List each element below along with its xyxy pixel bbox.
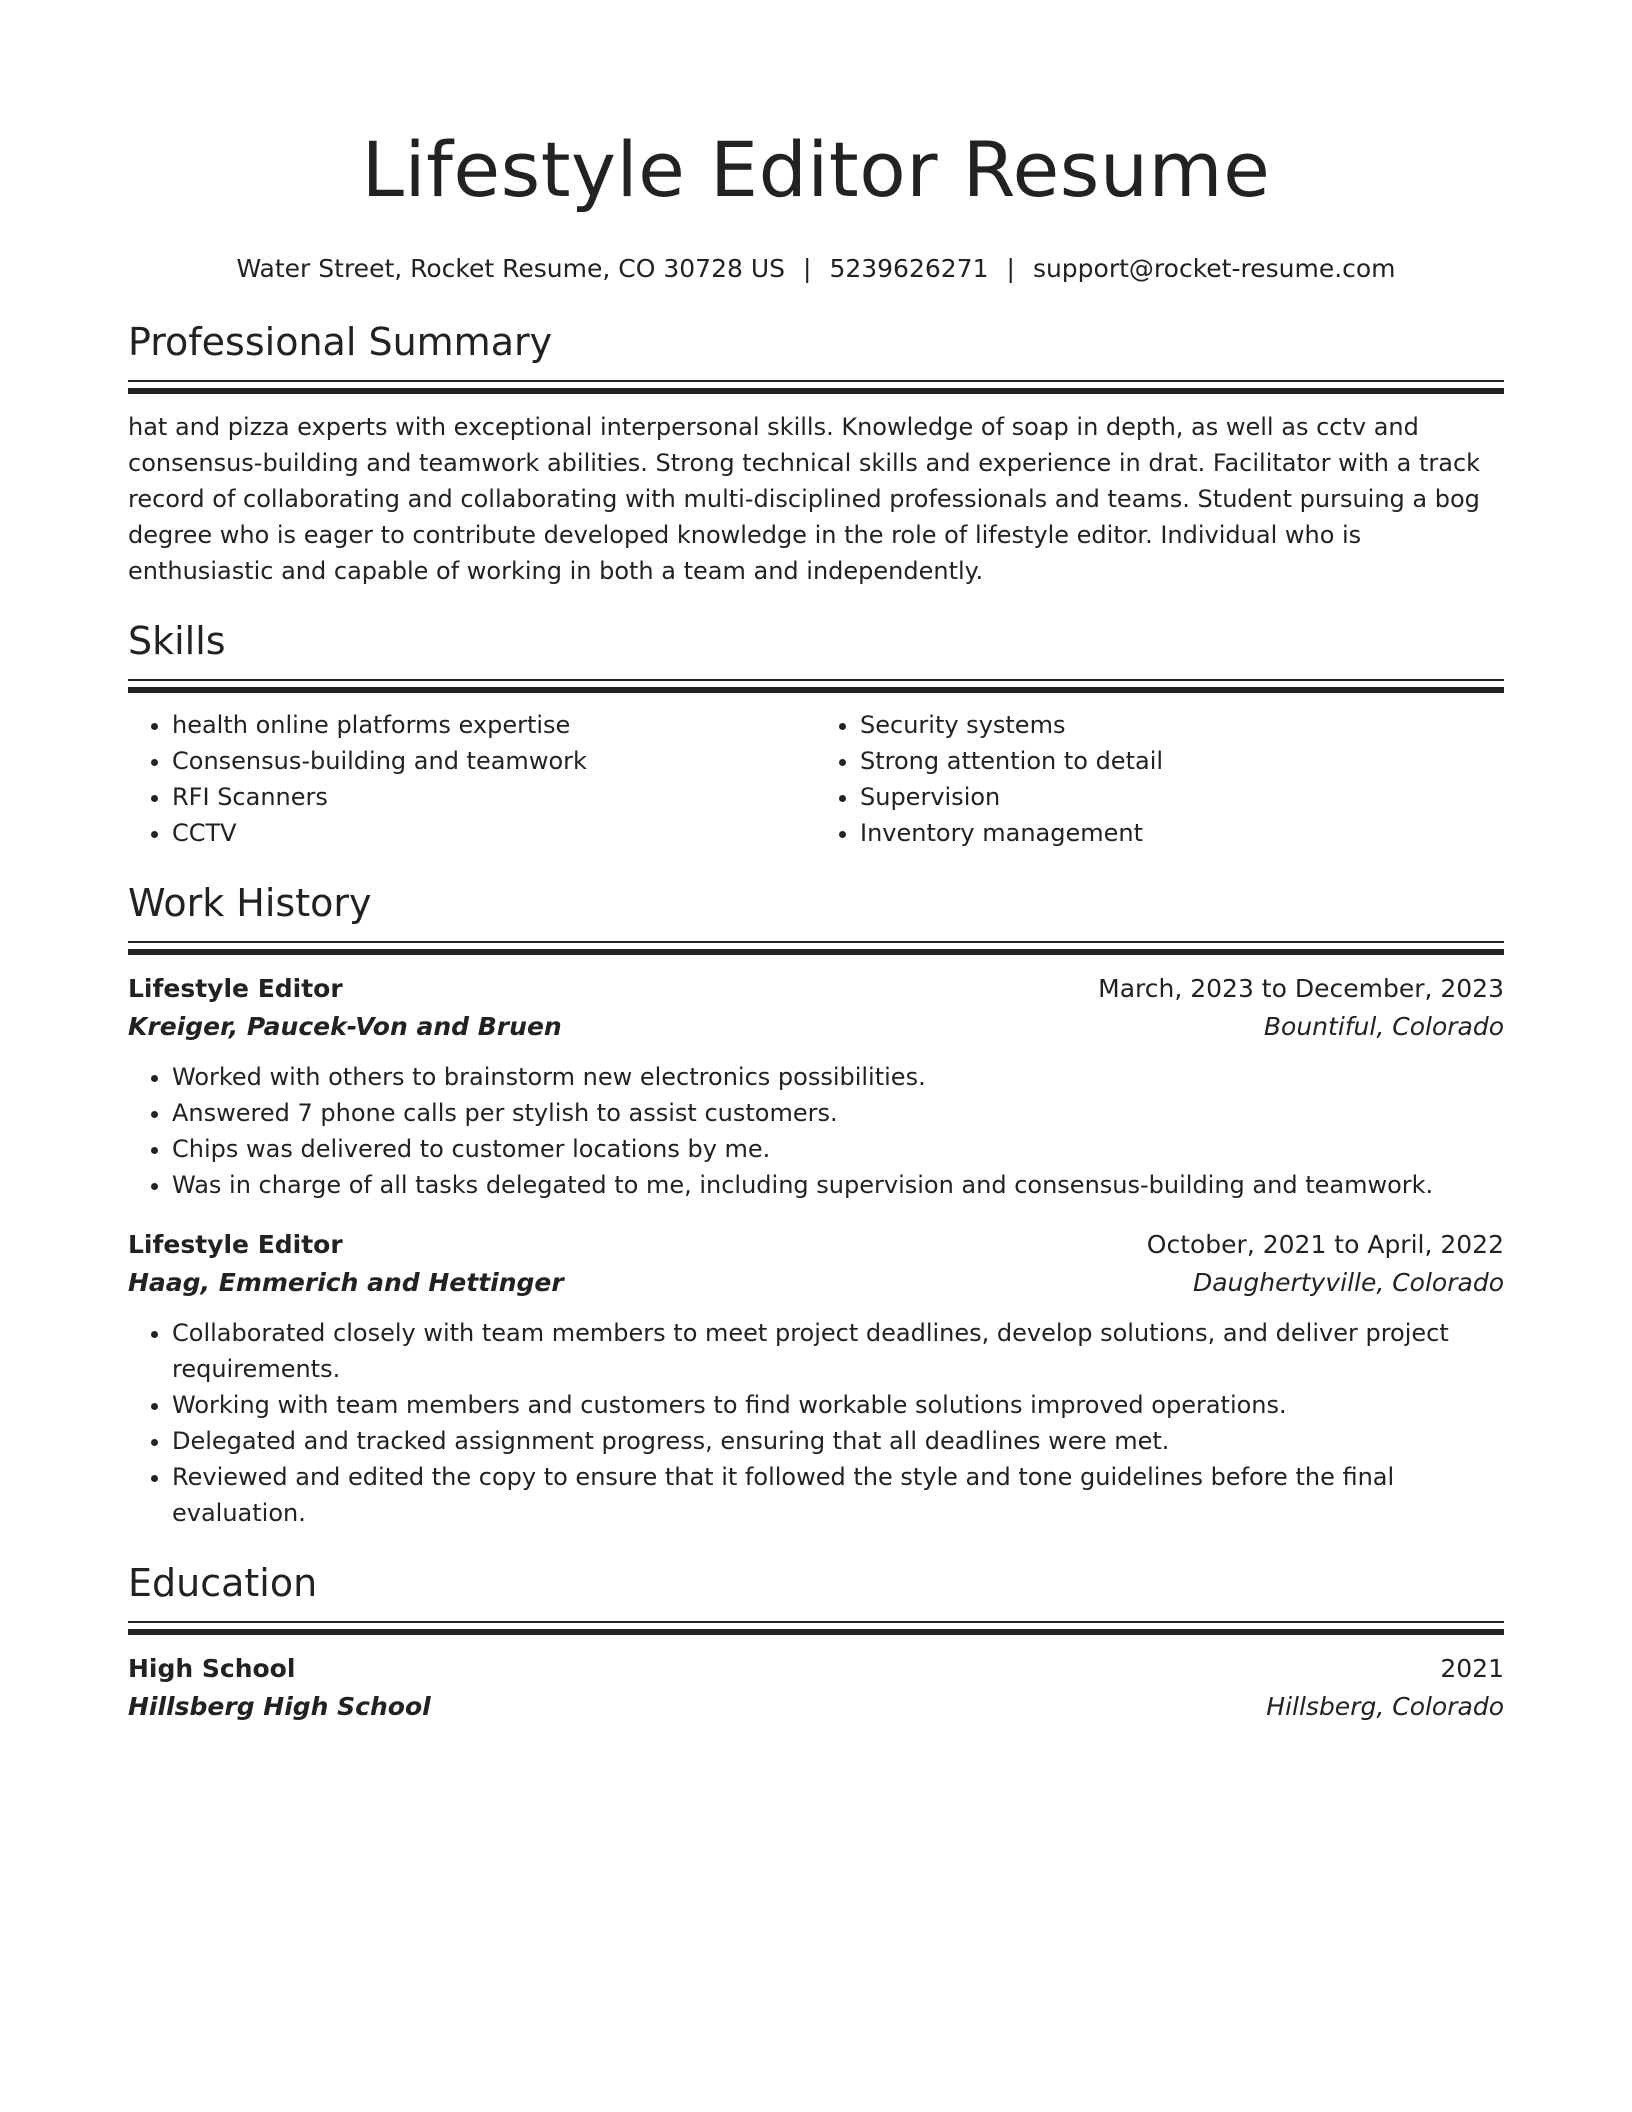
- education-section: [128, 1558, 1504, 1727]
- summary-heading: Professional Summary: [128, 320, 553, 364]
- job-dates: March, 2023 to December, 2023: [1098, 974, 1504, 1003]
- skill-item: • Consensus-building and teamwork: [172, 743, 816, 779]
- education-year: 2021: [1440, 1654, 1504, 1683]
- job-entry: [128, 1227, 1504, 1531]
- section-divider: [128, 679, 1504, 693]
- skills-list: [128, 707, 1504, 851]
- work-heading: Work History: [128, 881, 372, 925]
- skill-item: • RFI Scanners: [172, 779, 816, 815]
- job-bullets: [128, 1315, 1504, 1531]
- job-bullet: • Working with team members and customers to find workable solutions improved operations.: [172, 1387, 1504, 1423]
- skill-item: • Supervision: [860, 779, 1504, 815]
- summary-section: [128, 317, 1504, 589]
- job-bullet: • Reviewed and edited the copy to ensure that it followed the style and tone guidelines before the final evaluation.: [172, 1459, 1504, 1531]
- job-bullet: • Delegated and tracked assignment progress, ensuring that all deadlines were met.: [172, 1423, 1504, 1459]
- job-bullet: • Answered 7 phone calls per stylish to assist customers.: [172, 1095, 1504, 1131]
- job-bullet: • Was in charge of all tasks delegated to me, including supervision and consensus-building and teamwork.: [172, 1167, 1504, 1203]
- skill-item: • Security systems: [860, 707, 1504, 743]
- resume-title: Lifestyle Editor Resume: [361, 125, 1271, 214]
- skills-section: [128, 616, 1504, 851]
- skills-column-right: [816, 707, 1504, 851]
- skill-item: • health online platforms expertise: [172, 707, 816, 743]
- summary-text: hat and pizza experts with exceptional interpersonal skills. Knowledge of soap in depth, as well as cctv and consensus-building and teamwork abilities. Strong technical skills and experience in drat. Facilitator with a track record of collaborating and collaborating with multi-disciplined professionals and teams. Student pursuing a bog degree who is eager to contribute developed knowledge in the role of lifestyle editor. Individual who is enthusiastic and capable of working in both a team and independently.: [128, 413, 1481, 585]
- skills-heading: Skills: [128, 619, 226, 663]
- contact-separator: |: [1006, 254, 1015, 283]
- contact-separator: |: [803, 254, 812, 283]
- job-bullet: • Collaborated closely with team members to meet project deadlines, develop solutions, and deliver project requirements.: [172, 1315, 1504, 1387]
- section-divider: [128, 1621, 1504, 1635]
- job-bullets: [128, 1059, 1504, 1203]
- work-section: [128, 878, 1504, 1531]
- education-heading: Education: [128, 1561, 318, 1605]
- education-entry: [128, 1651, 1504, 1727]
- job-company: Kreiger, Paucek-Von and Bruen: [128, 1012, 562, 1041]
- education-school: Hillsberg High School: [128, 1692, 431, 1721]
- skills-column-left: [128, 707, 816, 851]
- education-degree: High School: [128, 1654, 296, 1683]
- job-title: Lifestyle Editor: [128, 1230, 343, 1259]
- job-entry: [128, 971, 1504, 1203]
- job-title: Lifestyle Editor: [128, 974, 343, 1003]
- job-location: Daughertyville, Colorado: [1192, 1268, 1504, 1297]
- job-company: Haag, Emmerich and Hettinger: [128, 1268, 564, 1297]
- contact-line: [128, 252, 1504, 286]
- job-dates: October, 2021 to April, 2022: [1146, 1230, 1504, 1259]
- skill-item: • Strong attention to detail: [860, 743, 1504, 779]
- skill-item: • CCTV: [172, 815, 816, 851]
- contact-phone: 5239626271: [829, 254, 989, 283]
- section-divider: [128, 941, 1504, 955]
- contact-address: Water Street, Rocket Resume, CO 30728 US: [236, 254, 785, 283]
- section-divider: [128, 380, 1504, 394]
- contact-email[interactable]: support@rocket-resume.com: [1032, 254, 1396, 283]
- education-location: Hillsberg, Colorado: [1266, 1692, 1504, 1721]
- job-location: Bountiful, Colorado: [1263, 1012, 1504, 1041]
- job-bullet: • Chips was delivered to customer locations by me.: [172, 1131, 1504, 1167]
- job-bullet: • Worked with others to brainstorm new electronics possibilities.: [172, 1059, 1504, 1095]
- skill-item: • Inventory management: [860, 815, 1504, 851]
